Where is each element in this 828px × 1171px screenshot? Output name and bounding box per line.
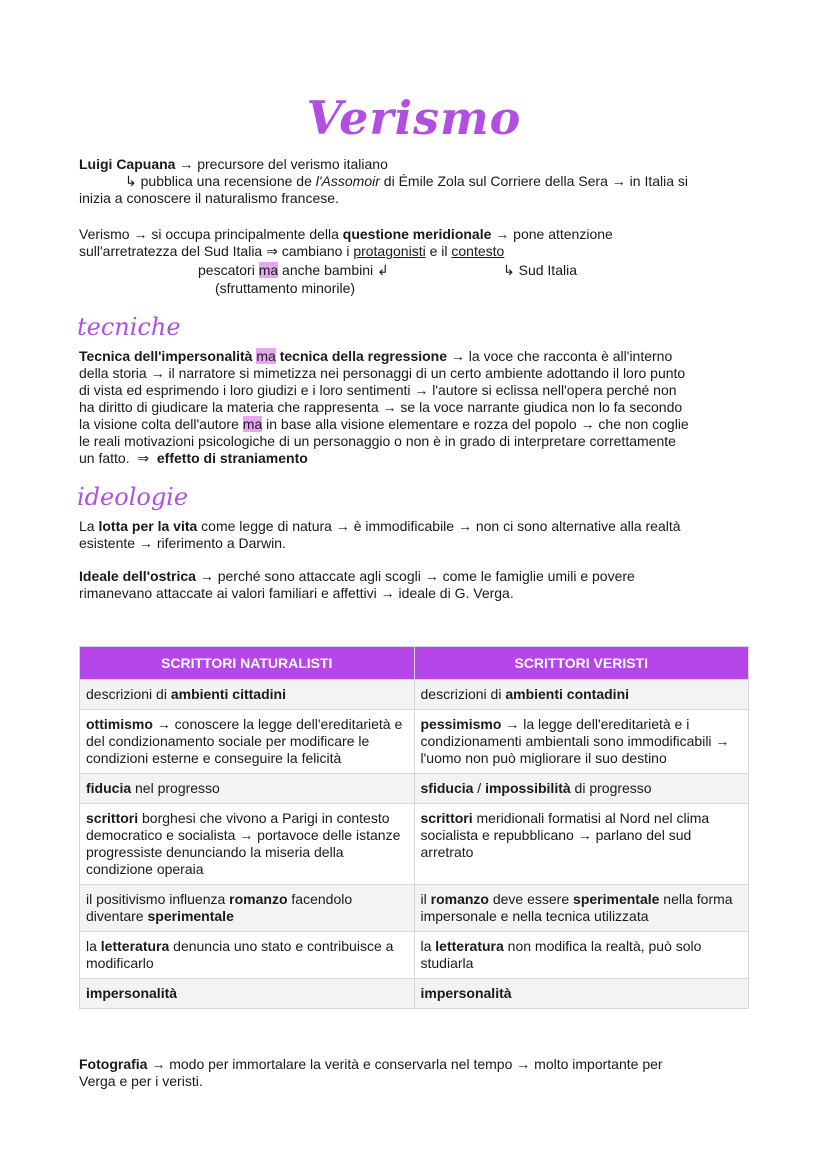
bold-text: fiducia bbox=[86, 780, 132, 796]
text: come legge di natura → è immodificabile → non ci sono alternative alla realtà bbox=[197, 518, 681, 534]
table-cell bbox=[80, 804, 415, 885]
sub-text-post: di Émile Zola sul Corriere della Sera → in Italia si bbox=[379, 173, 689, 189]
table-cell bbox=[80, 932, 415, 979]
text: la bbox=[420, 938, 436, 954]
text: → la voce che racconta è all'interno bbox=[447, 348, 673, 364]
bold-text: letteratura bbox=[435, 938, 504, 954]
tecniche-line1 bbox=[79, 348, 751, 365]
text: in base alla visione elementare e rozza del popolo → che non coglie bbox=[262, 416, 689, 432]
table-cell bbox=[414, 774, 749, 804]
pescatori-note bbox=[198, 262, 389, 279]
bold-text: romanzo bbox=[430, 891, 489, 907]
fotografia-line1 bbox=[79, 1056, 751, 1073]
bold-text: scrittori bbox=[420, 810, 473, 826]
tecniche-line3: di vista ed esprimendo i loro giudizi e i loro sentimenti → l'autore si eclissa nell'opera perché non bbox=[79, 382, 677, 398]
text: Verismo → si occupa principalmente della bbox=[79, 226, 343, 242]
fotografia-line2: Verga e per i veristi. bbox=[79, 1073, 203, 1089]
capuana-desc: → precursore del verismo italiano bbox=[175, 156, 388, 172]
table-row bbox=[80, 774, 749, 804]
text: il positivismo influenza bbox=[86, 891, 230, 907]
tecniche-line2: della storia → il narratore si mimetizza nei personaggi di un certo ambiente adottando il loro punto bbox=[79, 365, 686, 381]
bold-text: romanzo bbox=[229, 891, 288, 907]
text: pescatori bbox=[198, 262, 259, 278]
comparison-table bbox=[79, 646, 749, 1009]
text: → perché sono attaccate agli scogli → come le famiglie umili e povere bbox=[195, 568, 635, 584]
table-cell bbox=[80, 710, 415, 774]
text: di progresso bbox=[570, 780, 652, 796]
table-row bbox=[80, 680, 749, 710]
underlined-text: protagonisti bbox=[353, 243, 426, 259]
table-cell bbox=[414, 932, 749, 979]
sud-italia-note: ↳ Sud Italia bbox=[503, 262, 577, 278]
ideologie-paragraph-2 bbox=[79, 568, 751, 602]
capuana-sub-line2: inizia a conoscere il naturalismo francese. bbox=[79, 190, 339, 206]
text: facendolo diventare bbox=[86, 891, 353, 924]
text: la visione colta dell'autore bbox=[79, 416, 243, 432]
sub-italic: l'Assomoir bbox=[315, 173, 380, 189]
bold-text: effetto di straniamento bbox=[156, 450, 308, 466]
bold-text: letteratura bbox=[100, 938, 170, 954]
bold-text: Fotografia bbox=[79, 1056, 148, 1072]
table-cell bbox=[80, 680, 415, 710]
bold-text: sperimentale bbox=[573, 891, 660, 907]
verismo-line2 bbox=[79, 243, 751, 260]
capuana-name: Luigi Capuana bbox=[79, 156, 176, 172]
bold-text: pessimismo bbox=[420, 716, 502, 732]
table-cell bbox=[80, 885, 415, 932]
text: nella forma impersonale e nella tecnica utilizzata bbox=[420, 891, 733, 924]
table-cell bbox=[414, 710, 749, 774]
tecniche-paragraph bbox=[79, 348, 751, 467]
table-cell bbox=[80, 979, 415, 1009]
text: borghesi che vivono a Parigi in contesto democratico e socialista → portavoce delle istanze progressiste denunciando la miseria della condizione operaia bbox=[86, 810, 401, 877]
text: anche bambini ↲ bbox=[278, 262, 389, 278]
bold-text: ottimismo bbox=[86, 716, 153, 732]
tecniche-line7 bbox=[79, 450, 751, 467]
intro-capuana bbox=[79, 156, 751, 207]
bold-text: Ideale dell'ostrica bbox=[79, 568, 196, 584]
bold-text: impersonalità bbox=[86, 985, 178, 1001]
highlighted-text: ma bbox=[256, 348, 276, 364]
text: la bbox=[86, 938, 101, 954]
bold-text: lotta per la vita bbox=[98, 518, 198, 534]
table-row bbox=[80, 804, 749, 885]
table-cell bbox=[414, 804, 749, 885]
text: → conoscere la legge dell'ereditarietà e del condizionamento sociale per modificare le condizioni esterne e conseguire la felicità bbox=[86, 716, 403, 766]
bold-text: sperimentale bbox=[147, 908, 234, 924]
tecniche-line4: ha diritto di giudicare la materia che rappresenta → se la voce narrante giudica non lo fa secondo bbox=[79, 399, 683, 415]
ostrica-line2: rimanevano attaccate ai valori familiari e affettivi → ideale di G. Verga. bbox=[79, 585, 514, 601]
table-cell bbox=[80, 774, 415, 804]
capuana-line bbox=[79, 156, 751, 173]
ideologie-line2: esistente → riferimento a Darwin. bbox=[79, 535, 286, 551]
bold-text: impersonalità bbox=[420, 985, 512, 1001]
sfruttamento-note: (sfruttamento minorile) bbox=[215, 280, 356, 296]
text: non modifica la realtà, può solo studiarla bbox=[420, 938, 702, 971]
fotografia-paragraph bbox=[79, 1056, 751, 1090]
text: denuncia uno stato e contribuisce a modificarlo bbox=[86, 938, 394, 971]
ostrica-line1 bbox=[79, 568, 751, 585]
verismo-line1 bbox=[79, 226, 751, 243]
text: La bbox=[79, 518, 99, 534]
page-title: Verismo bbox=[306, 91, 522, 145]
capuana-sub-line bbox=[79, 173, 751, 190]
tecniche-line5 bbox=[79, 416, 751, 433]
table-cell bbox=[414, 680, 749, 710]
column-header-naturalisti: SCRITTORI NATURALISTI bbox=[80, 647, 415, 680]
section-heading-ideologie: ideologie bbox=[77, 483, 189, 511]
text: meridionali formatisi al Nord nel clima socialista e repubblicano → parlano del sud arretrato bbox=[420, 810, 710, 860]
text: → pone attenzione bbox=[491, 226, 613, 242]
verismo-paragraph bbox=[79, 226, 751, 260]
table-cell bbox=[414, 979, 749, 1009]
underlined-text: contesto bbox=[451, 243, 505, 259]
text: il bbox=[420, 891, 431, 907]
table-row bbox=[80, 710, 749, 774]
bold-text: Tecnica dell'impersonalità bbox=[79, 348, 253, 364]
highlighted-text: ma bbox=[258, 262, 279, 278]
bold-text: questione meridionale bbox=[342, 226, 492, 242]
text: sull'arretratezza del Sud Italia ⇒ cambiano i bbox=[79, 243, 354, 259]
sub-arrow: ↳ bbox=[125, 173, 137, 189]
sub-text: pubblica una recensione de bbox=[136, 173, 316, 189]
tecniche-line6: le reali motivazioni psicologiche di un personaggio o non è in grado di interpretare correttamente bbox=[79, 433, 676, 449]
bold-text: scrittori bbox=[86, 810, 139, 826]
bold-text: tecnica della regressione bbox=[279, 348, 448, 364]
column-header-veristi: SCRITTORI VERISTI bbox=[414, 647, 749, 680]
section-heading-tecniche: tecniche bbox=[77, 313, 181, 341]
ideologie-line1 bbox=[79, 518, 751, 535]
table-row bbox=[80, 979, 749, 1009]
text: / bbox=[473, 780, 486, 796]
text: un fatto. ⇒ bbox=[79, 450, 157, 466]
bold-text: impossibilità bbox=[485, 780, 571, 796]
highlighted-text: ma bbox=[242, 416, 263, 432]
text: nel progresso bbox=[131, 780, 220, 796]
table-row bbox=[80, 885, 749, 932]
table-cell bbox=[414, 885, 749, 932]
ideologie-paragraph-1 bbox=[79, 518, 751, 552]
text: e il bbox=[425, 243, 452, 259]
text: → modo per immortalare la verità e conservarla nel tempo → molto importante per bbox=[147, 1056, 663, 1072]
text: descrizioni di bbox=[420, 686, 506, 702]
table-header-row bbox=[80, 647, 749, 680]
table-row bbox=[80, 932, 749, 979]
text: → la legge dell'ereditarietà e i condizionamenti ambientali sono immodificabili → l'uomo non può migliorare il suo destino bbox=[420, 716, 730, 766]
text: deve essere bbox=[488, 891, 574, 907]
bold-text: sfiducia bbox=[420, 780, 474, 796]
text: descrizioni di bbox=[86, 686, 171, 702]
bold-text: ambienti contadini bbox=[505, 686, 630, 702]
bold-text: ambienti cittadini bbox=[170, 686, 286, 702]
